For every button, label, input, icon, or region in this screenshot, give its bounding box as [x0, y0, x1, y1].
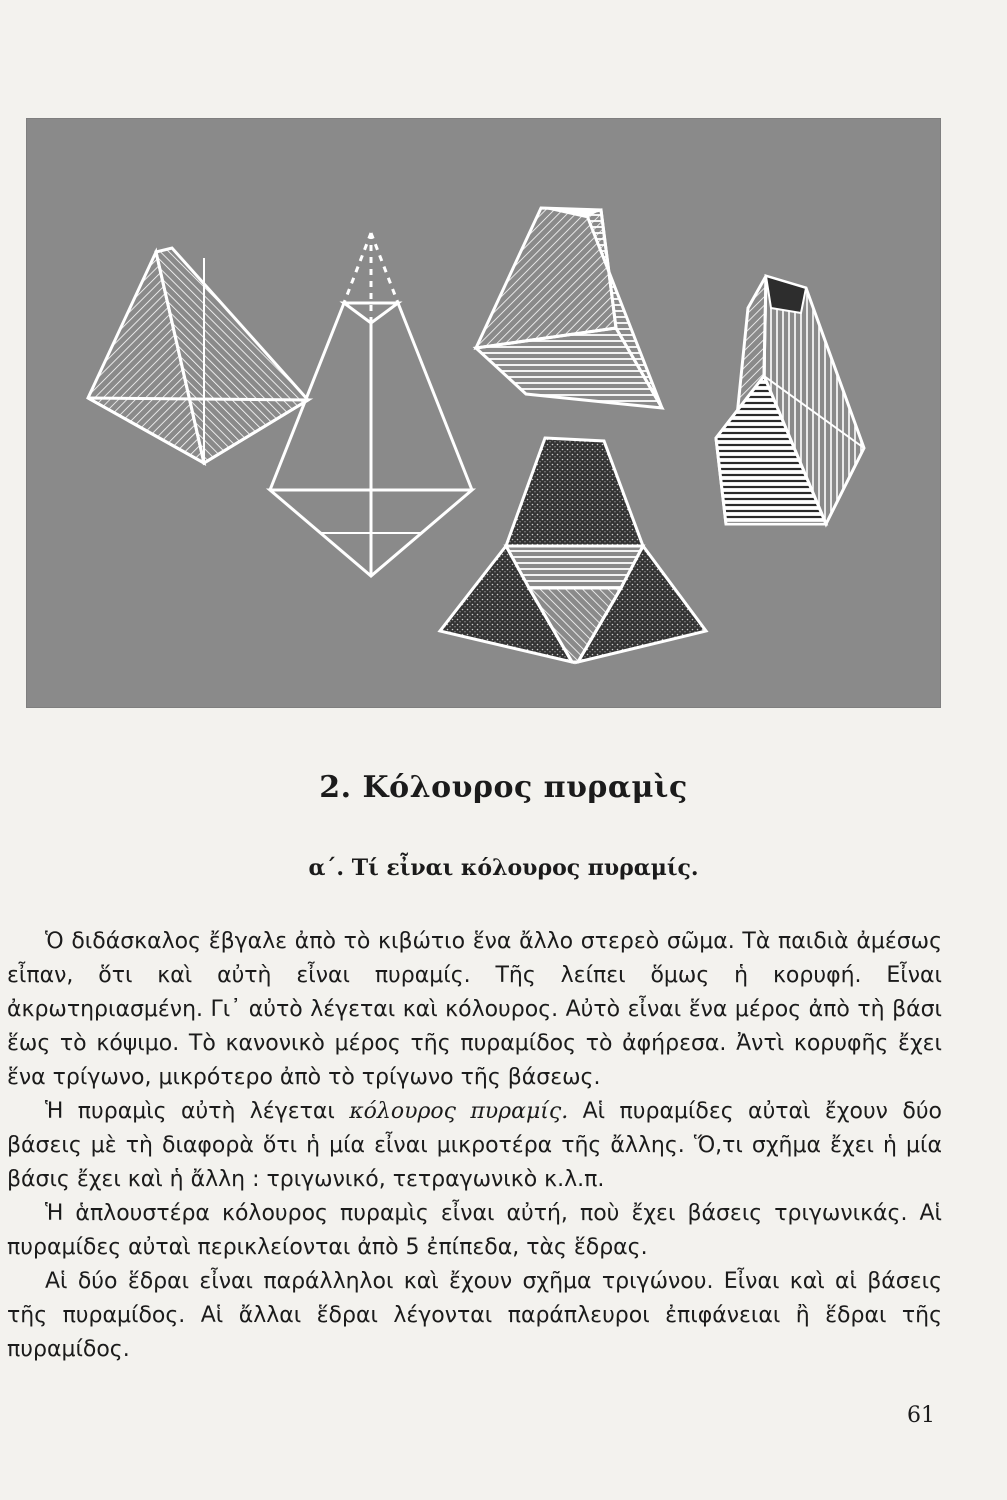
- truncated-square-pyramid-drawing: [88, 248, 308, 463]
- pyramid-drawings: [26, 118, 941, 708]
- paragraph-1: Ὁ διδάσκαλος ἔβγαλε ἀπὸ τὸ κιβώτιο ἕνα ἄλλο στερεὸ σῶμα. Τὰ παιδιὰ ἀμέσως εἶπαν, ὅτι καὶ αὐτὴ εἶναι πυραμίς. Τῆς λείπει ὅμως ἡ κορυφή. Εἶναι ἀκρωτηριασμένη. Γι᾿ αὐτὸ λέγεται καὶ κόλουρος. Αὐτὸ εἶναι ἕνα μέρος ἀπὸ τὴ βάσι ἕως τὸ κόψιμο. Τὸ κανονικὸ μέρος τῆς πυραμίδος τὸ ἀφήρεσα. Ἀντὶ κορυφῆς ἔχει ἕνα τρίγωνο, μικρότερο ἀπὸ τὸ τρίγωνο τῆς βάσεως.: [7, 929, 942, 1090]
- body-text: [7, 925, 942, 1367]
- pyramid-net-drawing: [440, 438, 706, 662]
- section-title: 2. Κόλουρος πυραμὶς: [319, 770, 688, 805]
- subheading: α΄. Τί εἶναι κόλουρος πυραμίς.: [308, 855, 699, 881]
- paragraph-4: Αἱ δύο ἕδραι εἶναι παράλληλοι καὶ ἔχουν σχῆμα τριγώνου. Εἶναι καὶ αἱ βάσεις τῆς πυραμίδος. Αἱ ἄλλαι ἕδραι λέγονται παράπλευροι ἐπιφάνειαι ἢ ἕδραι τῆς πυραμίδος.: [7, 1269, 942, 1362]
- paragraph-2: [7, 1095, 942, 1197]
- paragraph-2-start: Ἡ πυραμὶς αὐτὴ λέγεται: [45, 1099, 335, 1124]
- striped-truncated-pyramid-drawing: [476, 208, 662, 408]
- paragraph-3: Ἡ ἁπλουστέρα κόλουρος πυραμὶς εἶναι αὐτή, ποὺ ἔχει βάσεις τριγωνικάς. Αἱ πυραμίδες αὐταὶ περικλείονται ἀπὸ 5 ἐπίπεδα, τὰς ἕδρας.: [7, 1201, 942, 1260]
- truncated-pentagonal-pyramid-drawing: [716, 276, 864, 524]
- emphasized-term: κόλουρος πυραμίς.: [349, 1099, 569, 1124]
- paragraph-2-end: Αἱ πυραμίδες αὐταὶ ἔχουν δύο βάσεις μὲ τὴ διαφορὰ ὅτι ἡ μία εἶναι μικροτέρα τῆς ἄλλης. Ὅ,τι σχῆμα ἔχει ἡ μία βάσις ἔχει καὶ ἡ ἄλλη : τριγωνικό, τετραγωνικὸ κ.λ.π.: [7, 1099, 943, 1192]
- pyramid-illustration: [26, 118, 941, 708]
- page-number: 61: [907, 1403, 935, 1428]
